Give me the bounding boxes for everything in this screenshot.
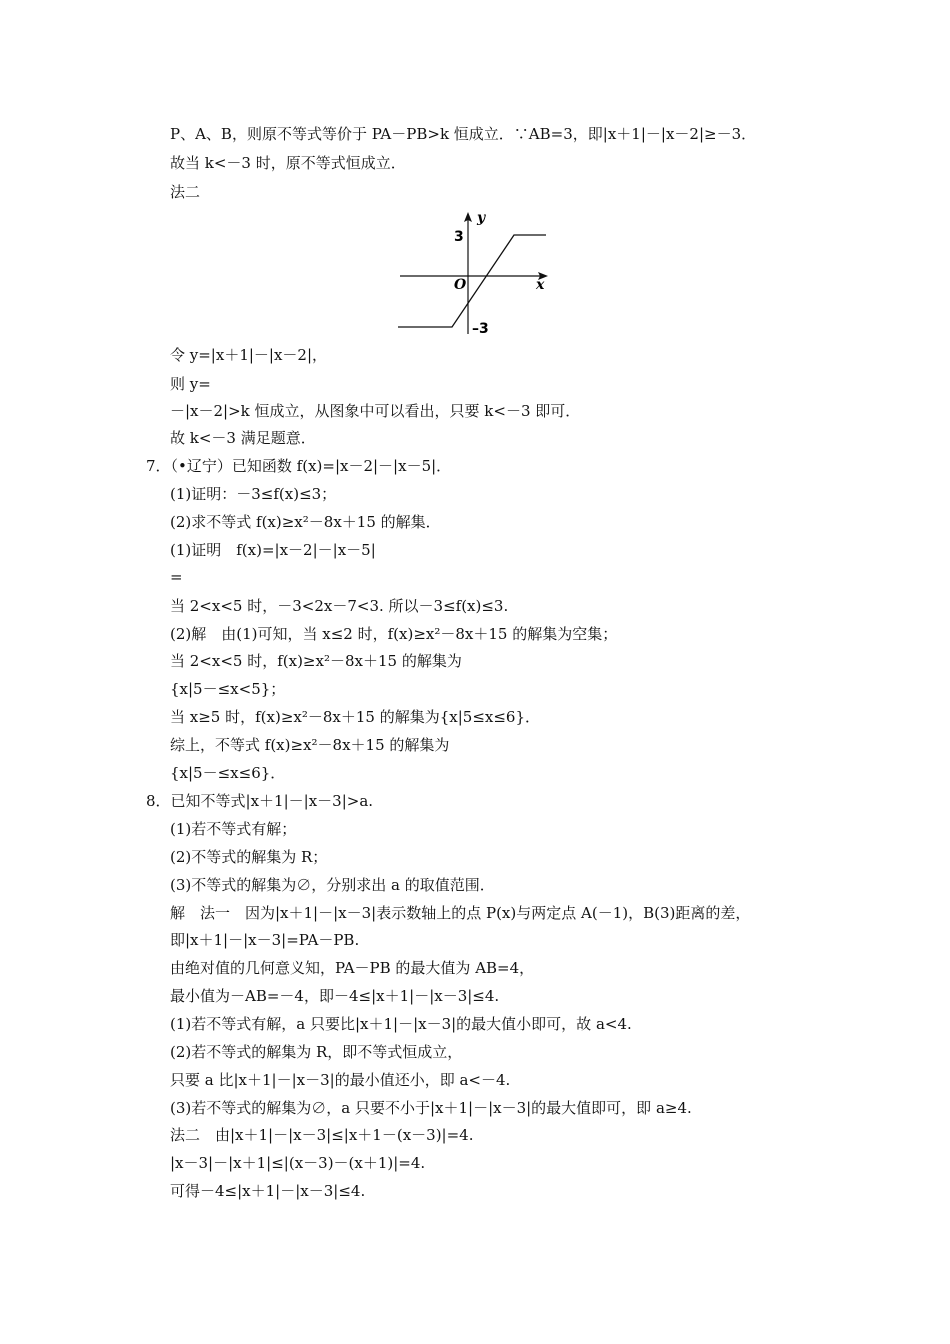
text-line: 解 法一 因为|x＋1|－|x－3|表示数轴上的点 P(x)与两定点 A(－1)，B(3)距离的差， xyxy=(170,904,751,922)
text-line: (1)证明：－3≤f(x)≤3； xyxy=(170,485,337,503)
text-line: 最小值为－AB=－4，即－4≤|x＋1|－|x－3|≤4. xyxy=(170,987,500,1005)
text-line: P、A、B，则原不等式等价于 PA－PB>k 恒成立．∵AB=3，即|x＋1|－|x－2|≥－3． xyxy=(170,125,757,143)
text-line: 当 2<x<5 时，f(x)≥x²－8x＋15 的解集为 xyxy=(170,652,462,670)
text-line: 当 x≥5 时，f(x)≥x²－8x＋15 的解集为{x|5≤x≤6}． xyxy=(170,708,541,726)
text-line: (3)不等式的解集为∅，分别求出 a 的取值范围． xyxy=(170,876,495,894)
text-line: (2)求不等式 f(x)≥x²－8x＋15 的解集． xyxy=(170,513,441,531)
function-curve xyxy=(398,235,546,327)
text-line: 由绝对值的几何意义知，PA－PB 的最大值为 AB=4， xyxy=(170,959,535,977)
text-line: {x|5－≤x≤6}． xyxy=(170,764,286,782)
text-line: {x|5－≤x<5}； xyxy=(170,680,286,698)
tick-label-neg3: –3 xyxy=(472,321,489,337)
text-line: 令 y=|x＋1|－|x－2|， xyxy=(170,346,328,364)
text-line: 当 2<x<5 时，－3<2x－7<3. 所以－3≤f(x)≤3. xyxy=(170,597,509,615)
function-graph xyxy=(388,200,560,348)
text-line: (2)若不等式的解集为 R，即不等式恒成立， xyxy=(170,1043,463,1061)
text-line: (2)解 由(1)可知，当 x≤2 时，f(x)≥x²－8x＋15 的解集为空集； xyxy=(170,625,618,643)
y-axis-label: y xyxy=(477,210,486,226)
text-line: (1)证明 f(x)=|x－2|－|x－5| xyxy=(170,541,376,559)
problem-8-heading: 8．已知不等式|x＋1|－|x－3|>a. xyxy=(146,792,374,810)
x-axis-label: x xyxy=(536,277,545,293)
text-line: |x－3|－|x＋1|≤|(x－3)－(x＋1)|=4. xyxy=(170,1154,426,1172)
text-line: 法二 xyxy=(170,183,201,201)
text-line: 法二 由|x＋1|－|x－3|≤|x＋1－(x－3)|=4. xyxy=(170,1126,474,1144)
text-line: 则 y= xyxy=(170,375,211,393)
text-line: 即|x＋1|－|x－3|=PA－PB. xyxy=(170,931,360,949)
text-line: = xyxy=(170,568,183,586)
text-line: 综上，不等式 f(x)≥x²－8x＋15 的解集为 xyxy=(170,736,450,754)
text-line: 故 k<－3 满足题意． xyxy=(170,429,316,447)
text-line: －|x－2|>k 恒成立，从图象中可以看出，只要 k<－3 即可． xyxy=(170,402,581,420)
text-line: (2)不等式的解集为 R； xyxy=(170,848,328,866)
tick-label-3: 3 xyxy=(454,229,464,245)
text-line: (3)若不等式的解集为∅，a 只要不小于|x＋1|－|x－3|的最大值即可，即 a≥4. xyxy=(170,1099,692,1117)
problem-7-heading: 7．（•辽宁）已知函数 f(x)=|x－2|－|x－5|． xyxy=(146,457,452,475)
text-line: (1)若不等式有解，a 只要比|x＋1|－|x－3|的最大值小即可，故 a<4. xyxy=(170,1015,632,1033)
text-line: 只要 a 比|x＋1|－|x－3|的最小值还小，即 a<－4. xyxy=(170,1071,511,1089)
text-line: 故当 k<－3 时，原不等式恒成立． xyxy=(170,154,406,172)
origin-label: O xyxy=(454,277,467,293)
text-line: 可得－4≤|x＋1|－|x－3|≤4. xyxy=(170,1182,366,1200)
text-line: (1)若不等式有解； xyxy=(170,820,297,838)
